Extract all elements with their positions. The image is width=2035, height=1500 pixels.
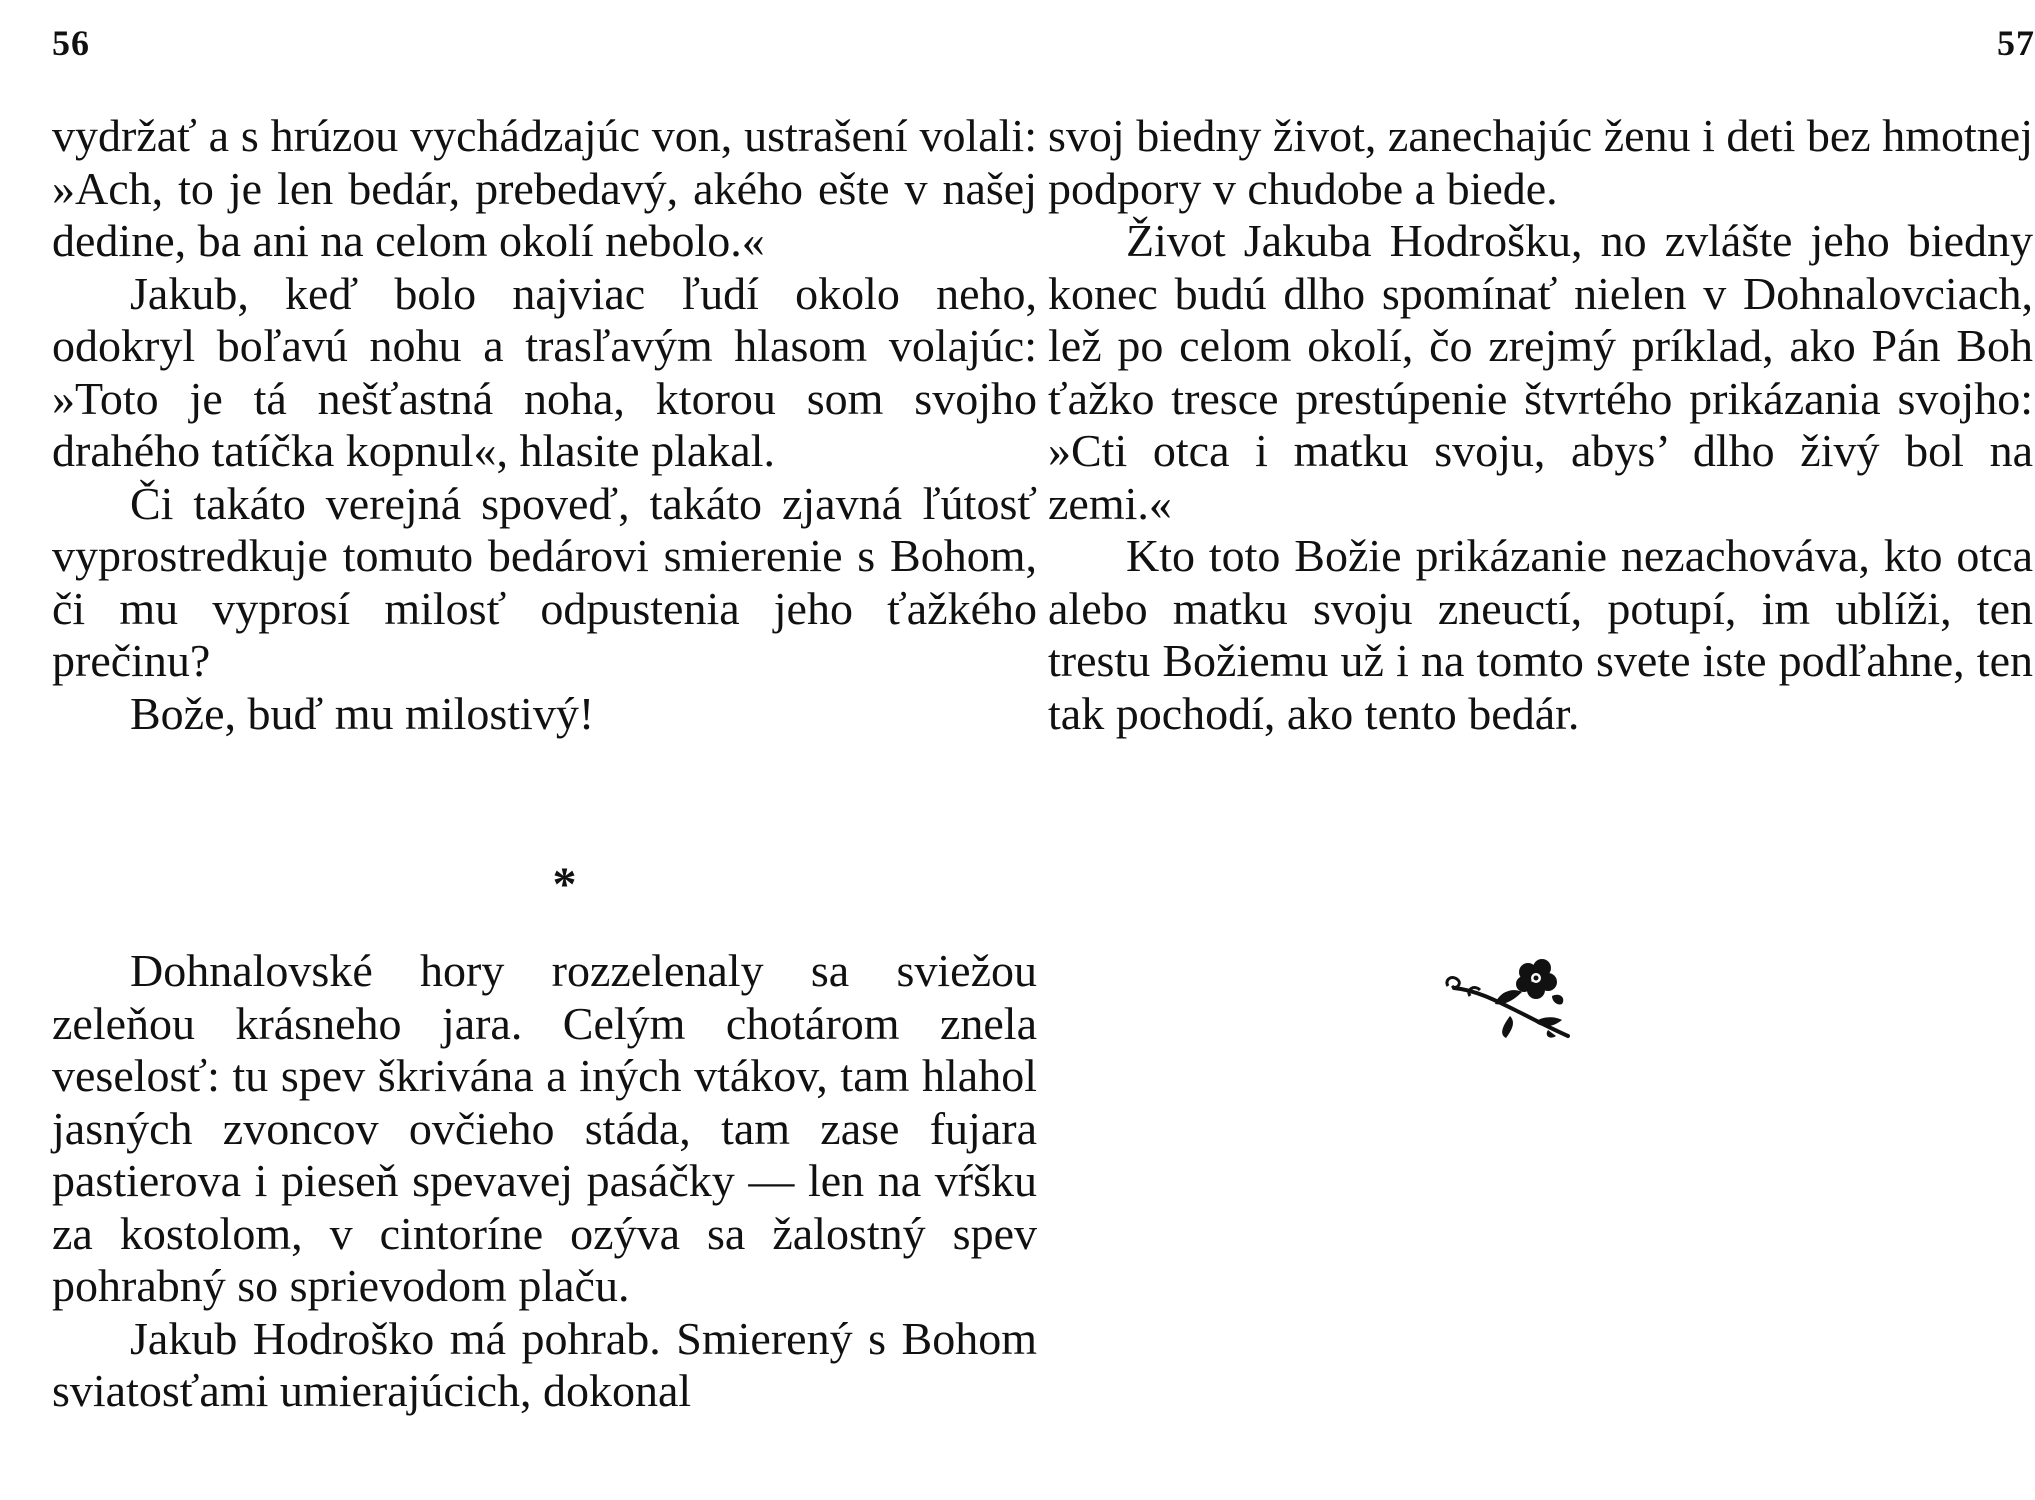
page-number-left: 56 xyxy=(52,23,90,63)
right-text-block xyxy=(1048,110,2033,740)
flower-ornament-icon xyxy=(1440,950,1580,1040)
paragraph: Jakub, keď bolo najviac ľudí okolo neho, odokryl boľavú nohu a trasľavým hlasom volajúc: »Toto je tá nešťastná noha, ktorou som svojho drahého tatíčka kopnul«, hlasite plakal. xyxy=(52,267,1037,476)
paragraph: Jakub Hodroško má pohrab. Smierený s Bohom sviatosťami umierajúcich, dokonal xyxy=(52,1312,1037,1416)
page-number-right: 57 xyxy=(1997,23,2035,63)
paragraph: Či takáto verejná spoveď, takáto zjavná ľútosť vyprostredkuje tomuto bedárovi smierenie s Bohom, či mu vyprosí milosť odpustenia jeho ťažkého prečinu? xyxy=(52,477,1037,686)
paragraph: Dohnalovské hory rozzelenaly sa sviežou zeleňou krásneho jara. Celým chotárom znela veselosť: tu spev škrivána a iných vtákov, tam hlahol jasných zvoncov ovčieho stáda, tam zase fujara pastierova i pieseň spevavej pasáčky — len na vŕšku za kostolom, v cintoríne ozýva sa žalostný spev pohrabný so sprievodom plaču. xyxy=(52,945,1037,1311)
left-page xyxy=(52,0,1037,1500)
paragraph: Kto toto Božie prikázanie nezachováva, kto otca alebo matku svoju zneuctí, potupí, im ublíži, ten trestu Božiemu už i na tomto svete iste podľahne, ten tak pochodí, ako tento bedár. xyxy=(1048,530,2033,739)
paragraph: svoj biedny život, zanechajúc ženu i deti bez hmotnej podpory v chudobe a biede. xyxy=(1048,110,2033,214)
paragraph: Život Jakuba Hodrošku, no zvlášte jeho biedny konec budú dlho spomínať nielen v Dohnalovciach, lež po celom okolí, čo zrejmý príklad, ako Pán Boh ťažko tresce prestúpenie štvrtého prikázania svojho: »Cti otca i matku svoju, abys’ dlho živý bol na zemi.« xyxy=(1048,215,2033,529)
left-text-block-after xyxy=(52,945,1037,1418)
paragraph: vydržať a s hrúzou vychádzajúc von, ustrašení volali: »Ach, to je len bedár, prebedavý, akého ešte v našej dedine, ba ani na celom okolí nebolo.« xyxy=(52,110,1037,266)
section-separator: * xyxy=(552,858,577,911)
right-page xyxy=(1048,0,2033,1500)
paragraph: Bože, buď mu milostivý! xyxy=(130,687,595,739)
left-text-block xyxy=(52,110,1037,740)
